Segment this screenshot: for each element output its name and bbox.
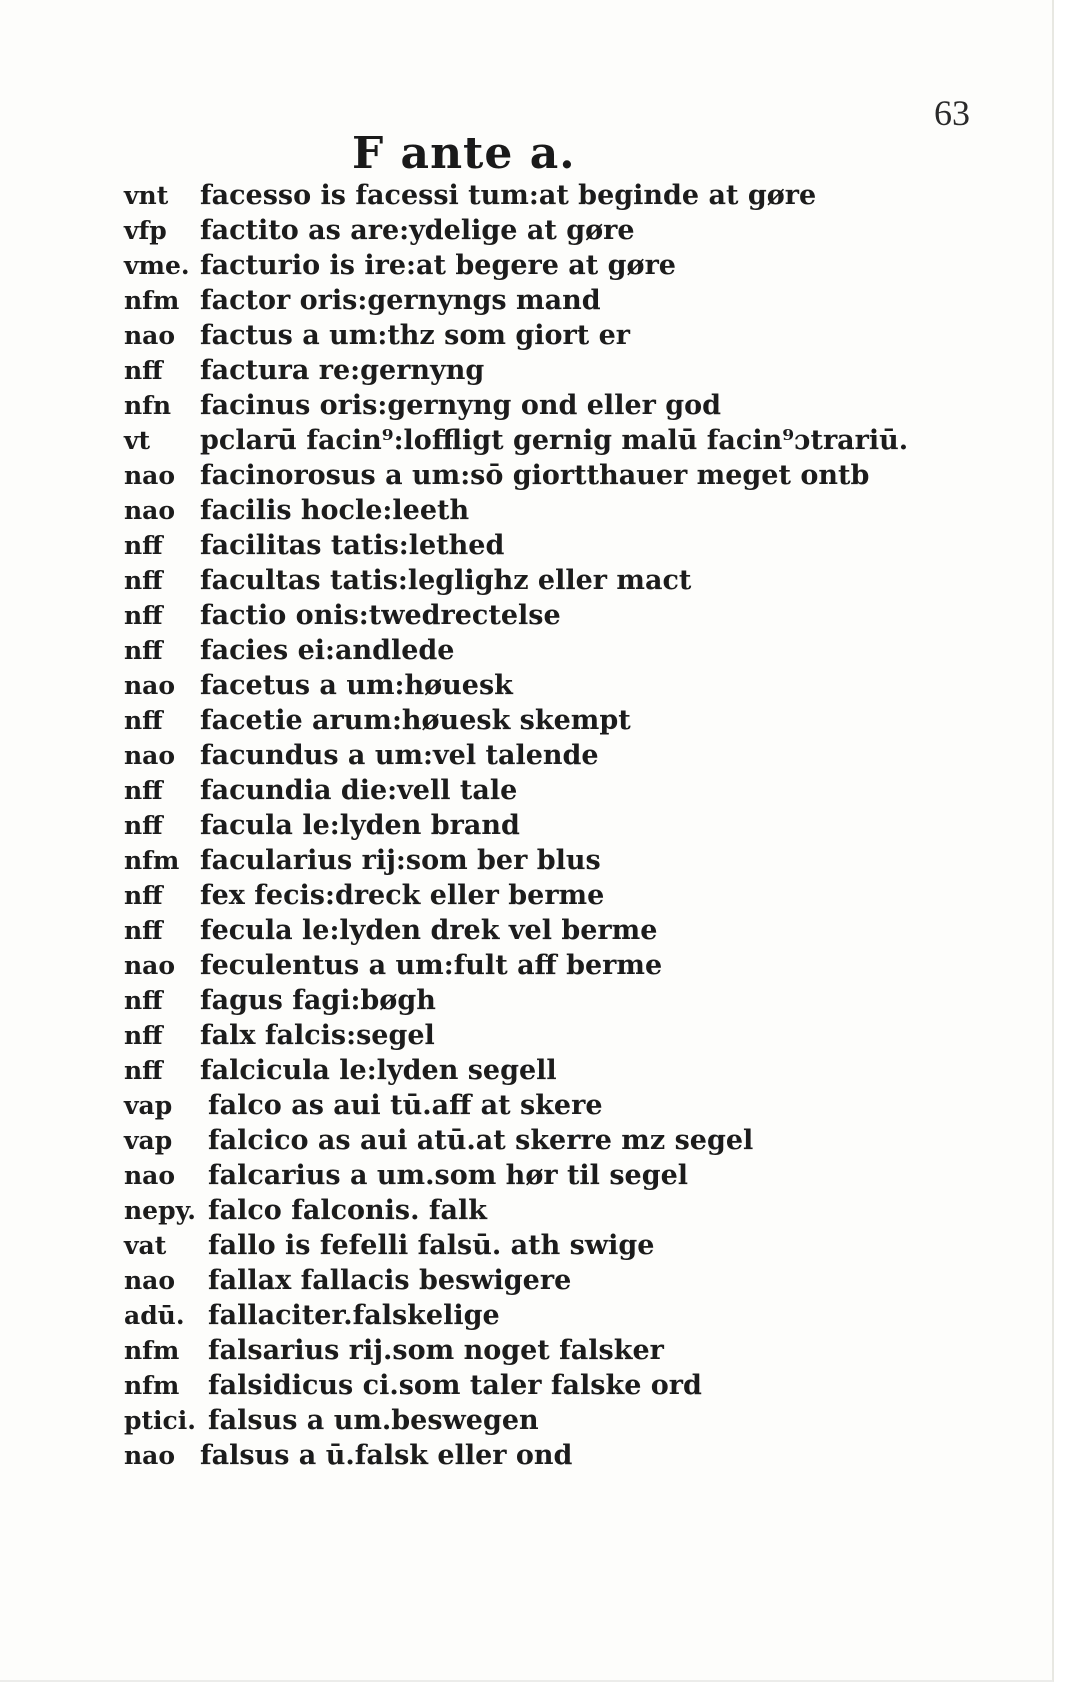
- entry-grammar-code: vme.: [124, 251, 190, 280]
- entry-grammar-code: nff: [124, 1056, 163, 1085]
- entry-definition: facundia die:vell tale: [200, 775, 518, 806]
- entry-grammar-code: nff: [124, 1021, 163, 1050]
- section-heading: F ante a.: [352, 128, 576, 179]
- entry-grammar-code: vfp: [124, 216, 167, 245]
- entry-grammar-code: nao: [124, 321, 176, 350]
- entry-definition: facetie arum:høuesk skempt: [200, 705, 631, 736]
- entry-grammar-code: nfm: [124, 1371, 180, 1400]
- entry-definition: facinus oris:gernyng ond eller god: [200, 390, 722, 421]
- dictionary-entry: [124, 913, 1024, 948]
- entry-grammar-code: nao: [124, 741, 176, 770]
- entry-grammar-code: nff: [124, 636, 163, 665]
- entry-definition: fallaciter.falskelige: [208, 1300, 500, 1331]
- dictionary-entry: [124, 563, 1024, 598]
- dictionary-entry: [124, 598, 1024, 633]
- entry-definition: falcicula le:lyden segell: [200, 1055, 557, 1086]
- dictionary-entry: [124, 1403, 1024, 1438]
- entry-grammar-code: nff: [124, 811, 163, 840]
- dictionary-entry: [124, 423, 1024, 458]
- entry-definition: falcarius a um.som hør til segel: [208, 1160, 689, 1191]
- dictionary-entry: [124, 703, 1024, 738]
- entry-definition: falcico as aui atū.at skerre mz segel: [208, 1125, 754, 1156]
- dictionary-entry: [124, 1298, 1024, 1333]
- dictionary-entry: [124, 1053, 1024, 1088]
- entry-grammar-code: vnt: [124, 181, 169, 210]
- entry-grammar-code: nfm: [124, 846, 180, 875]
- dictionary-entry: [124, 738, 1024, 773]
- entry-grammar-code: vap: [124, 1091, 173, 1120]
- page-number: 63: [934, 93, 970, 133]
- entry-definition: factor oris:gernyngs mand: [200, 285, 601, 316]
- dictionary-entry: [124, 1438, 1024, 1473]
- entry-grammar-code: vt: [124, 426, 151, 455]
- dictionary-entry: [124, 1088, 1024, 1123]
- entry-definition: facinorosus a um:sō giortthauer meget ontb: [200, 460, 870, 491]
- entry-grammar-code: nao: [124, 496, 176, 525]
- entry-grammar-code: nfn: [124, 391, 172, 420]
- entry-definition: falco as aui tū.aff at skere: [208, 1090, 603, 1121]
- entry-definition: falsidicus ci.som taler falske ord: [208, 1370, 702, 1401]
- entry-grammar-code: nao: [124, 1161, 176, 1190]
- dictionary-entry: [124, 248, 1024, 283]
- dictionary-entry: [124, 1368, 1024, 1403]
- dictionary-entry: [124, 283, 1024, 318]
- dictionary-entry: [124, 388, 1024, 423]
- entry-definition: facetus a um:høuesk: [200, 670, 513, 701]
- dictionary-entry: [124, 843, 1024, 878]
- entry-grammar-code: nff: [124, 776, 163, 805]
- entry-definition: facies ei:andlede: [200, 635, 455, 666]
- dictionary-entry: [124, 1193, 1024, 1228]
- entry-grammar-code: nao: [124, 951, 176, 980]
- entry-grammar-code: nfm: [124, 1336, 180, 1365]
- entry-definition: pclarū facin⁹:loffligt gernig malū facin⁹ɔtrariū.: [200, 425, 909, 456]
- entry-definition: facilis hocle:leeth: [200, 495, 470, 526]
- entry-definition: facula le:lyden brand: [200, 810, 520, 841]
- entry-grammar-code: nfm: [124, 286, 180, 315]
- entry-definition: factura re:gernyng: [200, 355, 485, 386]
- entry-grammar-code: vat: [124, 1231, 167, 1260]
- entry-definition: falsus a ū.falsk eller ond: [200, 1440, 573, 1471]
- dictionary-entry: [124, 1123, 1024, 1158]
- entry-definition: fallo is fefelli falsū. ath swige: [208, 1230, 655, 1261]
- dictionary-entry: [124, 808, 1024, 843]
- dictionary-entry: [124, 1263, 1024, 1298]
- entry-definition: falx falcis:segel: [200, 1020, 435, 1051]
- dictionary-entry: [124, 1158, 1024, 1193]
- entry-grammar-code: nff: [124, 566, 163, 595]
- dictionary-entry: [124, 213, 1024, 248]
- entry-grammar-code: nepy.: [124, 1196, 196, 1225]
- dictionary-entry: [124, 983, 1024, 1018]
- entry-grammar-code: nao: [124, 1441, 176, 1470]
- entry-grammar-code: nff: [124, 531, 163, 560]
- dictionary-entry: [124, 178, 1024, 213]
- dictionary-entry: [124, 458, 1024, 493]
- entry-definition: fex fecis:dreck eller berme: [200, 880, 605, 911]
- dictionary-entry: [124, 1018, 1024, 1053]
- entry-grammar-code: nao: [124, 461, 176, 490]
- dictionary-entry: [124, 1333, 1024, 1368]
- entry-grammar-code: nao: [124, 1266, 176, 1295]
- dictionary-entry: [124, 353, 1024, 388]
- entry-definition: factito as are:ydelige at gøre: [200, 215, 635, 246]
- entry-definition: falsus a um.beswegen: [208, 1405, 539, 1436]
- entry-grammar-code: nff: [124, 986, 163, 1015]
- entry-definition: fallax fallacis beswigere: [208, 1265, 572, 1296]
- dictionary-entry: [124, 773, 1024, 808]
- entry-grammar-code: nff: [124, 706, 163, 735]
- dictionary-entry-list: [124, 178, 1024, 1473]
- entry-grammar-code: nao: [124, 671, 176, 700]
- dictionary-entry: [124, 948, 1024, 983]
- entry-grammar-code: nff: [124, 881, 163, 910]
- entry-definition: facultas tatis:leglighz eller mact: [200, 565, 692, 596]
- entry-definition: falsarius rij.som noget falsker: [208, 1335, 664, 1366]
- entry-definition: facularius rij:som ber blus: [200, 845, 601, 876]
- entry-grammar-code: ptici.: [124, 1406, 196, 1435]
- entry-definition: facilitas tatis:lethed: [200, 530, 505, 561]
- entry-definition: facundus a um:vel talende: [200, 740, 599, 771]
- dictionary-entry: [124, 493, 1024, 528]
- dictionary-entry: [124, 878, 1024, 913]
- entry-grammar-code: nff: [124, 916, 163, 945]
- dictionary-entry: [124, 668, 1024, 703]
- entry-definition: factus a um:thz som giort er: [200, 320, 630, 351]
- dictionary-entry: [124, 528, 1024, 563]
- entry-definition: factio onis:twedrectelse: [200, 600, 561, 631]
- entry-grammar-code: adū.: [124, 1301, 185, 1330]
- entry-definition: facesso is facessi tum:at beginde at gøre: [200, 180, 817, 211]
- entry-grammar-code: nff: [124, 601, 163, 630]
- entry-grammar-code: nff: [124, 356, 163, 385]
- dictionary-entry: [124, 318, 1024, 353]
- dictionary-entry: [124, 1228, 1024, 1263]
- dictionary-entry: [124, 633, 1024, 668]
- entry-definition: fecula le:lyden drek vel berme: [200, 915, 658, 946]
- entry-definition: feculentus a um:fult aff berme: [200, 950, 663, 981]
- entry-definition: fagus fagi:bøgh: [200, 985, 436, 1016]
- entry-grammar-code: vap: [124, 1126, 173, 1155]
- entry-definition: falco falconis. falk: [208, 1195, 487, 1226]
- entry-definition: facturio is ire:at begere at gøre: [200, 250, 676, 281]
